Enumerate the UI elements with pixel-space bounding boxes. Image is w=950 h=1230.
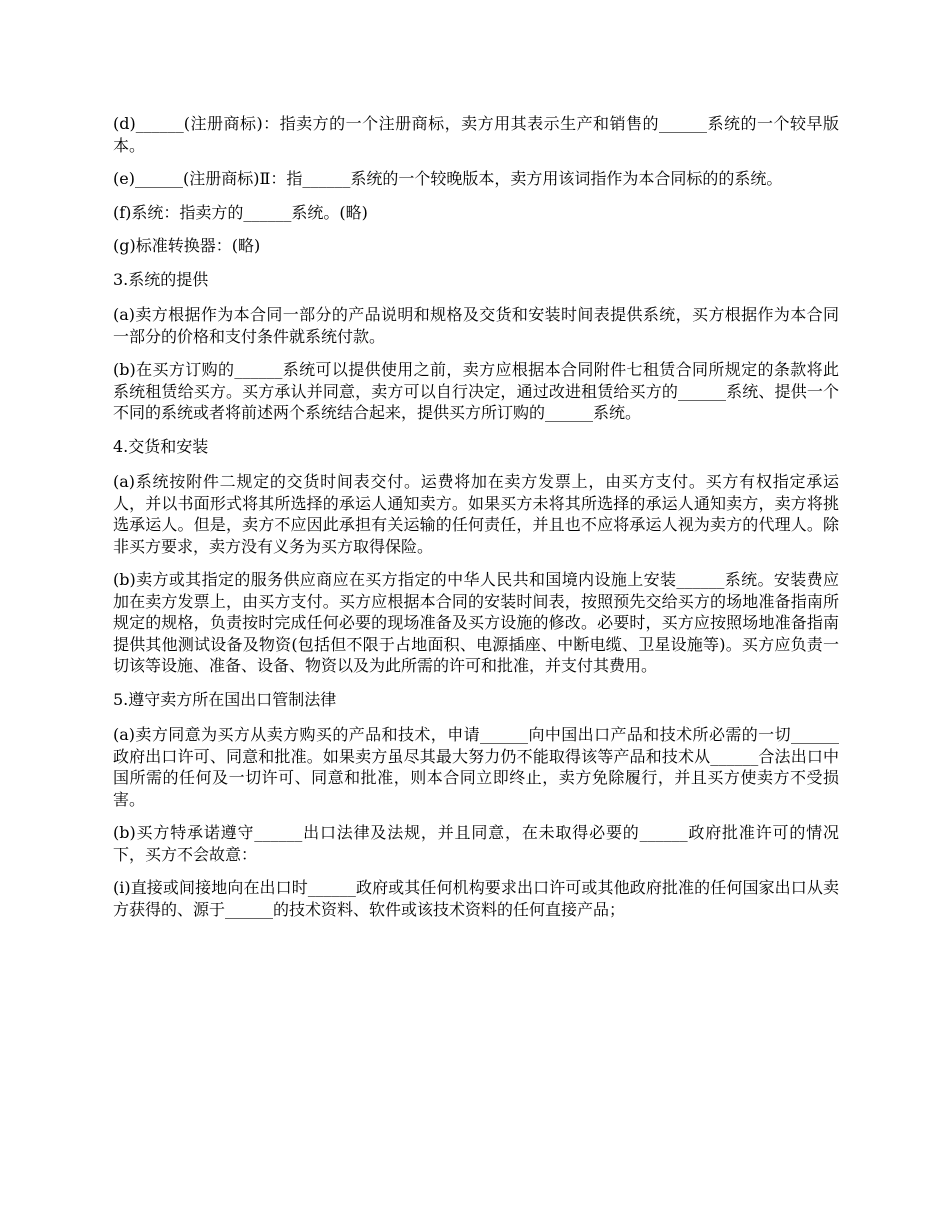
definition-e: (e)______(注册商标)Ⅱ：指______系统的一个较晚版本，卖方用该词指作为本合同标的的系统。 bbox=[113, 169, 783, 188]
clause-4b: (b)卖方或其指定的服务供应商应在买方指定的中华人民共和国境内设施上安装______系统。安装费应加在卖方发票上，由买方支付。买方应根据本合同的安装时间表，按照预先交给买方的场地准备指南所规定的规格，负责按时完成任何必要的现场准备及买方设施的修改。必要时，买方应按照场地准备指南提供其他测试设备及物资(包括但不限于占地面积、电源插座、中断电缆、卫星设施等)。买方应负责一切该等设施、准备、设备、物资以及为此所需的许可和批准，并支付其费用。 bbox=[113, 570, 839, 675]
section-heading-4: 4.交货和安装 bbox=[113, 436, 209, 456]
clause-3b: (b)在买方订购的______系统可以提供使用之前，卖方应根据本合同附件七租赁合同所规定的条款将此系统租赁给买方。买方承认并同意，卖方可以自行决定，通过改进租赁给买方的______系统、提供一个不同的系统或者将前述两个系统结合起来，提供买方所订购的______系统。 bbox=[113, 360, 839, 422]
clause-5a: (a)卖方同意为买方从卖方购买的产品和技术，申请______向中国出口产品和技术所必需的一切______政府出口许可、同意和批准。如果卖方虽尽其最大努力仍不能取得该等产品和技术从______合法出口中国所需的任何及一切许可、同意和批准，则本合同立即终止，卖方免除履行，并且买方使卖方不受损害。 bbox=[113, 725, 839, 809]
clause-5b-i: (i)直接或间接地向在出口时______政府或其任何机构要求出口许可或其他政府批准的任何国家出口从卖方获得的、源于______的技术资料、软件或该技术资料的任何直接产品； bbox=[113, 878, 839, 919]
clause-5b: (b)买方特承诺遵守______出口法律及法规，并且同意，在未取得必要的______政府批准许可的情况下，买方不会故意： bbox=[113, 823, 839, 864]
section-heading-3: 3.系统的提供 bbox=[113, 269, 209, 289]
section-heading-5: 5.遵守卖方所在国出口管制法律 bbox=[113, 689, 337, 709]
definition-d: (d)______(注册商标)：指卖方的一个注册商标，卖方用其表示生产和销售的______系统的一个较早版本。 bbox=[113, 114, 839, 155]
definition-f: (f)系统：指卖方的______系统。(略) bbox=[113, 202, 368, 222]
clause-3a: (a)卖方根据作为本合同一部分的产品说明和规格及交货和安装时间表提供系统，买方根据作为本合同一部分的价格和支付条件就系统付款。 bbox=[113, 305, 839, 346]
definition-g: (g)标准转换器：(略) bbox=[113, 236, 261, 255]
clause-4a: (a)系统按附件二规定的交货时间表交付。运费将加在卖方发票上，由买方支付。买方有权指定承运人，并以书面形式将其所选择的承运人通知卖方。如果买方未将其所选择的承运人通知卖方，卖方将挑选承运人。但是，卖方不应因此承担有关运输的任何责任，并且也不应将承运人视为卖方的代理人。除非买方要求，卖方没有义务为买方取得保险。 bbox=[113, 472, 839, 556]
document-page bbox=[113, 113, 839, 932]
